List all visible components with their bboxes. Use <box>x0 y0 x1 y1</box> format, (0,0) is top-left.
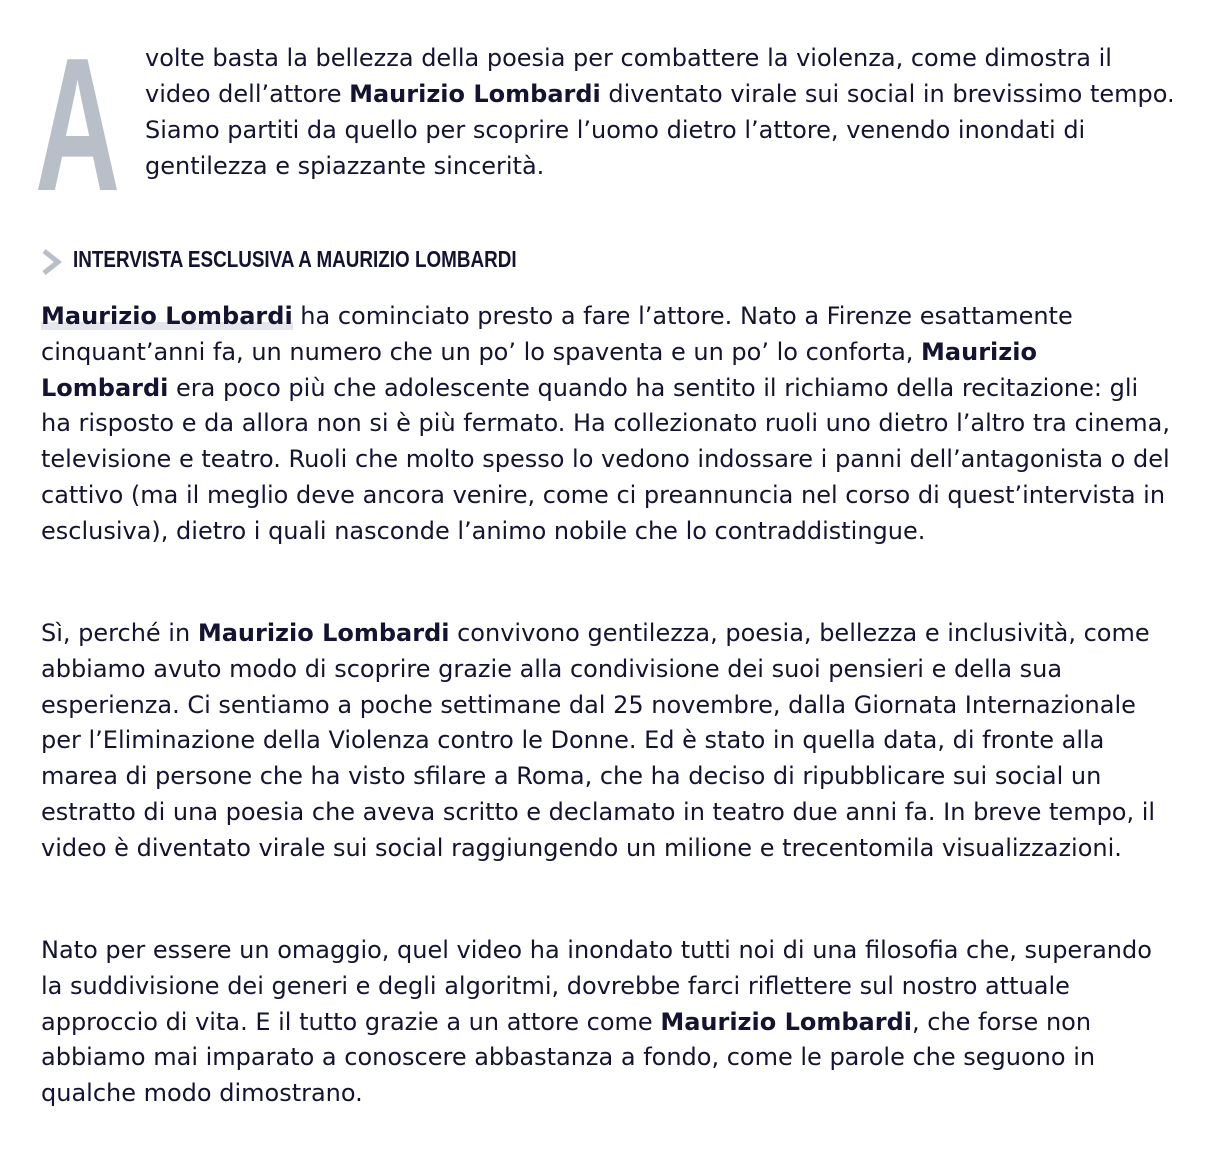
intro-text-1: volte basta la bellezza della poesia per combattere la violenza, come dimostra il video dell’attore <box>145 44 1112 108</box>
section-heading <box>41 242 614 276</box>
paragraph-2-text-1: Sì, perché in <box>41 619 198 647</box>
paragraph-1 <box>41 299 1171 550</box>
article-intro <box>35 0 1175 231</box>
paragraph-1-text-1: ha cominciato presto a fare l’attore. Nato a Firenze esattamente cinquant’anni fa, un numero che un po’ lo spaventa e un po’ lo conforta, <box>41 302 1073 366</box>
name-link[interactable]: Maurizio Lombardi <box>41 302 293 330</box>
paragraph-2-text-2: convivono gentilezza, poesia, bellezza e inclusività, come abbiamo avuto modo di scoprire grazie alla condivisione dei suoi pensieri e della sua esperienza. Ci sentiamo a poche settimane dal 25 novembre, dalla Giornata Internazionale per l’Eliminazione della Violenza contro le Donne. Ed è stato in quella data, di fronte alla marea di persone che ha visto sfilare a Roma, che ha deciso di ripubblicare sui social un estratto di una poesia che aveva scritto e declamato in teatro due anni fa. In breve tempo, il video è diventato virale sui social raggiungendo un milione e trecentomila visualizzazioni. <box>41 619 1156 862</box>
intro-name: Maurizio Lombardi <box>349 80 601 108</box>
intro-paragraph <box>145 40 1175 184</box>
paragraph-3 <box>41 933 1171 1112</box>
article <box>35 0 1175 1108</box>
paragraph-2-name: Maurizio Lombardi <box>197 619 450 647</box>
section-heading-text: INTERVISTA ESCLUSIVA A MAURIZIO LOMBARDI <box>73 246 517 272</box>
paragraph-1-text-2: era poco più che adolescente quando ha sentito il richiamo della recitazione: gli ha risposto e da allora non si è più fermato. Ha collezionato ruoli uno dietro l’altro tra cinema, televisione e teatro. Ruoli che molto spesso lo vedono indossare i panni dell’antagonista o del cattivo (ma il meglio deve ancora venire, come ci preannuncia nel corso di quest’intervista in esclusiva), dietro i quali nasconde l’animo nobile che lo contraddistingue. <box>41 373 1171 545</box>
paragraph-3-name: Maurizio Lombardi <box>660 1007 912 1036</box>
paragraph-2 <box>41 616 1171 867</box>
chevron-right-icon <box>41 248 63 276</box>
paragraph-1-name: Maurizio Lombardi <box>41 337 1037 402</box>
paragraph-3-text-2: , che forse non abbiamo mai imparato a conoscere abbastanza a fondo, come le parole che seguono in qualche modo dimostrano. <box>41 1007 1096 1108</box>
intro-text-2: diventato virale sui social in brevissimo tempo. Siamo partiti da quello per scoprire l’uomo dietro l’attore, venendo inondati di gentilezza e spiazzante sincerità. <box>145 80 1175 180</box>
drop-cap: A <box>35 19 118 231</box>
paragraph-3-text-1: Nato per essere un omaggio, quel video ha inondato tutti noi di una filosofia che, superando la suddivisione dei generi e degli algoritmi, dovrebbe farci riflettere sul nostro attuale approccio di vita. E il tutto grazie a un attore come <box>41 936 1152 1036</box>
